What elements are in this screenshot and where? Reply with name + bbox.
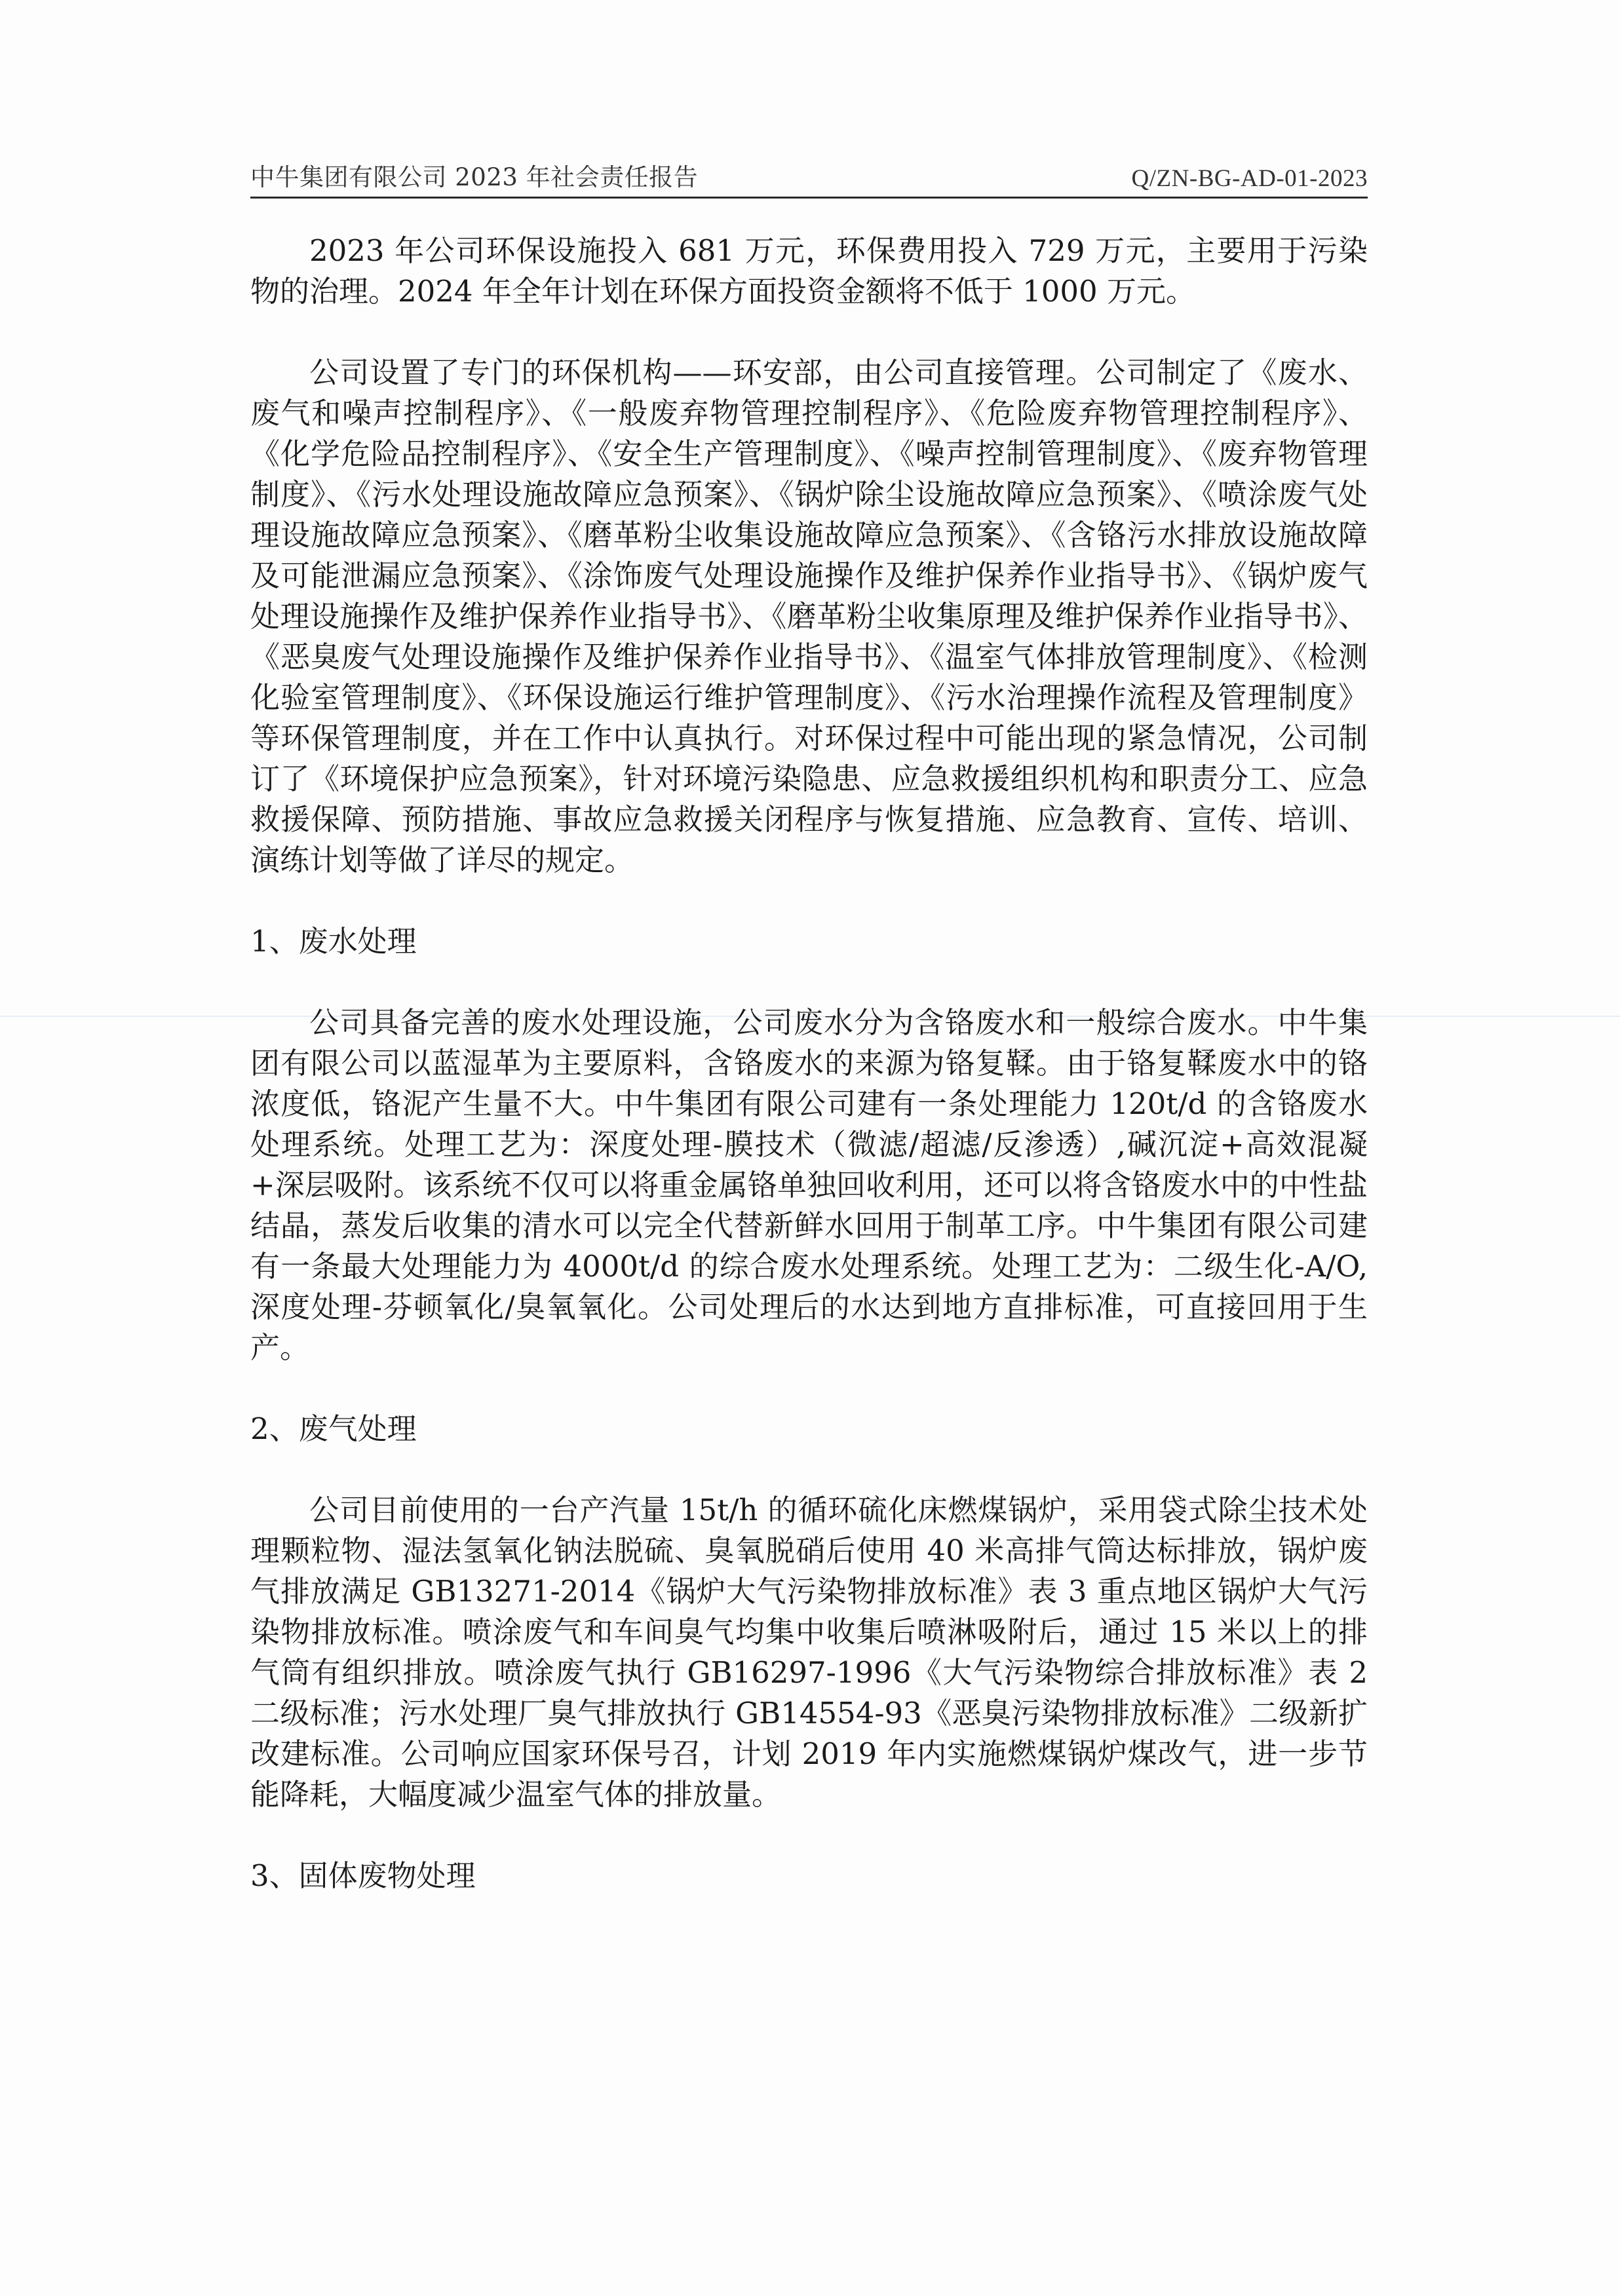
body-text <box>250 231 1368 1937</box>
paragraph-wastewater: 公司具备完善的废水处理设施，公司废水分为含铬废水和一般综合废水。中牛集团有限公司以蓝湿革为主要原料，含铬废水的来源为铬复鞣。由于铬复鞣废水中的铬浓度低，铬泥产生量不大。中牛集团有限公司建有一条处理能力 120t/d 的含铬废水处理系统。处理工艺为：深度处理-膜技术（微滤/超滤/反渗透）,碱沉淀+高效混凝+深层吸附。该系统不仅可以将重金属铬单独回收利用，还可以将含铬废水中的中性盐结晶，蒸发后收集的清水可以完全代替新鲜水回用于制革工序。中牛集团有限公司建有一条最大处理能力为 4000t/d 的综合废水处理系统。处理工艺为：二级生化-A/O,深度处理-芬顿氧化/臭氧氧化。公司处理后的水达到地方直排标准，可直接回用于生产。 <box>250 1005 1368 1365</box>
paragraph-environmental-management: 公司设置了专门的环保机构——环安部，由公司直接管理。公司制定了《废水、废气和噪声控制程序》、《一般废弃物管理控制程序》、《危险废弃物管理控制程序》、《化学危险品控制程序》、《安全生产管理制度》、《噪声控制管理制度》、《废弃物管理制度》、《污水处理设施故障应急预案》、《锅炉除尘设施故障应急预案》、《喷涂废气处理设施故障应急预案》、《磨革粉尘收集设施故障应急预案》、《含铬污水排放设施故障及可能泄漏应急预案》、《涂饰废气处理设施操作及维护保养作业指导书》、《锅炉废气处理设施操作及维护保养作业指导书》、《磨革粉尘收集原理及维护保养作业指导书》、《恶臭废气处理设施操作及维护保养作业指导书》、《温室气体排放管理制度》、《检测化验室管理制度》、《环保设施运行维护管理制度》、《污水治理操作流程及管理制度》等环保管理制度，并在工作中认真执行。对环保过程中可能出现的紧急情况，公司制订了《环境保护应急预案》，针对环境污染隐患、应急救援组织机构和职责分工、应急救援保障、预防措施、事故应急救援关闭程序与恢复措施、应急教育、宣传、培训、演练计划等做了详尽的规定。 <box>250 355 1368 877</box>
section-heading-exhaust-gas: 2、废气处理 <box>250 1411 417 1446</box>
paragraph-investment: 2023 年公司环保设施投入 681 万元，环保费用投入 729 万元，主要用于污染物的治理。2024 年全年计划在环保方面投资金额将不低于 1000 万元。 <box>250 233 1368 309</box>
page-header <box>250 152 1368 199</box>
report-title: 中牛集团有限公司 2023 年社会责任报告 <box>250 163 699 191</box>
section-heading-solid-waste: 3、固体废物处理 <box>250 1858 476 1893</box>
document-code: Q/ZN-BG-AD-01-2023 <box>1131 165 1368 192</box>
paragraph-exhaust-gas: 公司目前使用的一台产汽量 15t/h 的循环硫化床燃煤锅炉，采用袋式除尘技术处理颗粒物、湿法氢氧化钠法脱硫、臭氧脱硝后使用 40 米高排气筒达标排放，锅炉废气排放满足 GB13271-2014《锅炉大气污染物排放标准》表 3 重点地区锅炉大气污染物排放标准。喷涂废气和车间臭气均集中收集后喷淋吸附后，通过 15 米以上的排气筒有组织排放。喷涂废气执行 GB16297-1996《大气污染物综合排放标准》表 2 二级标准；污水处理厂臭气排放执行 GB14554-93《恶臭污染物排放标准》二级新扩改建标准。公司响应国家环保号召，计划 2019 年内实施燃煤锅炉煤改气，进一步节能降耗，大幅度减少温室气体的排放量。 <box>250 1493 1368 1812</box>
section-heading-wastewater: 1、废水处理 <box>250 924 417 959</box>
